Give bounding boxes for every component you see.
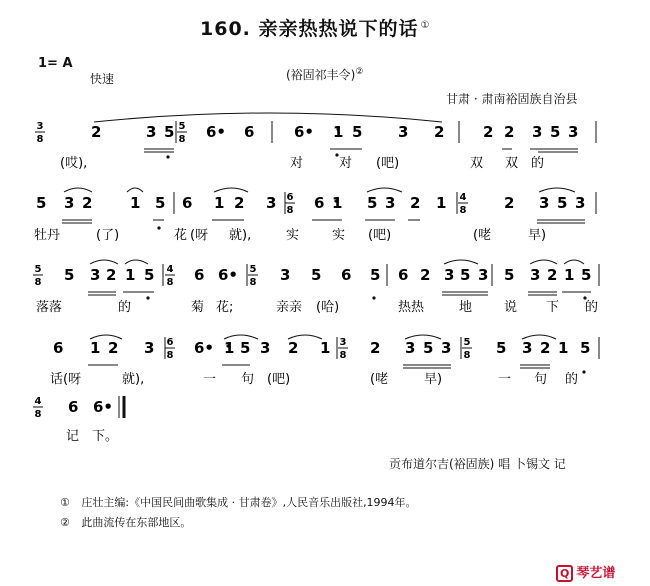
logo-icon: Q xyxy=(556,565,573,582)
lyric-syllable: 实 xyxy=(332,228,346,243)
note: 3 xyxy=(90,266,101,284)
note: 2 xyxy=(420,266,431,284)
slur xyxy=(125,260,148,264)
lyric-syllable: (吧) xyxy=(368,228,392,243)
note: 2 xyxy=(547,266,558,284)
note: 3 xyxy=(144,339,155,357)
slur xyxy=(444,260,478,264)
note: 3 xyxy=(444,266,455,284)
tempo-marking: 快速 xyxy=(90,72,115,86)
time-signature xyxy=(248,264,258,288)
time-signature xyxy=(165,264,175,288)
lyric-syllable: 花 xyxy=(174,228,188,243)
lyric-syllable: 亲亲 xyxy=(276,300,303,315)
note: 1 xyxy=(224,339,235,357)
note: 2 xyxy=(504,194,515,212)
note: 2 xyxy=(504,123,515,141)
lyric-syllable: 下 xyxy=(546,300,560,315)
footnote-text: 庄壮主编:《中国民间曲歌集成 · 甘肃卷》,人民音乐出版社,1994年。 xyxy=(81,496,417,509)
note: 3 xyxy=(532,123,543,141)
lyric-syllable: 的 xyxy=(531,156,545,171)
note: 3 xyxy=(64,194,75,212)
note: 6 xyxy=(314,194,325,212)
note: 2 xyxy=(540,339,551,357)
lyric-syllable: (呀 xyxy=(190,228,209,243)
note: 6 xyxy=(182,194,193,212)
slur xyxy=(214,188,248,192)
lyric-syllable: 落落 xyxy=(36,300,63,315)
note: 6 xyxy=(398,266,409,284)
time-signature xyxy=(458,192,468,216)
note: 2 xyxy=(82,194,93,212)
note: 3 xyxy=(260,339,271,357)
note: 1 xyxy=(333,123,344,141)
lyric-syllable: 对 xyxy=(339,156,353,171)
note: 1 xyxy=(130,194,141,212)
lyric-syllable: 话(呀 xyxy=(50,372,82,387)
time-signature xyxy=(165,337,175,361)
time-signature-bottom: 8 xyxy=(34,409,42,420)
note: 5 xyxy=(504,266,515,284)
note: 3 xyxy=(575,194,586,212)
time-signature xyxy=(33,396,43,420)
lyric-syllable: 早) xyxy=(424,372,443,387)
note: 3 xyxy=(146,123,157,141)
time-signature-top: 5 xyxy=(249,264,257,275)
note: 3 xyxy=(266,194,277,212)
time-signature-top: 5 xyxy=(178,121,186,132)
footnote-2 xyxy=(60,514,191,530)
lyric-syllable: 地 xyxy=(459,300,473,315)
note: 6• xyxy=(294,123,315,141)
note: 5 xyxy=(64,266,75,284)
note: 3 xyxy=(280,266,291,284)
lyric-syllable: 的 xyxy=(565,372,579,387)
note: 6• xyxy=(206,123,227,141)
note: 6 xyxy=(53,339,64,357)
note: 2 xyxy=(288,339,299,357)
note: 5 xyxy=(370,266,381,284)
lyric-syllable: 句 xyxy=(534,372,548,387)
lyric-syllable: 下。 xyxy=(92,429,119,444)
time-signature-top: 4 xyxy=(459,192,467,203)
time-signature-bottom: 8 xyxy=(463,350,471,361)
lyric-syllable: 一 xyxy=(203,372,217,387)
time-signature xyxy=(35,121,45,145)
tune-subtitle-text: (裕固祁丰令) xyxy=(286,68,356,82)
lyric-syllable: 早) xyxy=(528,228,547,243)
octave-dots xyxy=(146,127,586,373)
lyric-syllable: 对 xyxy=(290,156,304,171)
footnote-1 xyxy=(60,494,417,510)
note: 5 xyxy=(240,339,251,357)
lyric-syllable: 就), xyxy=(122,372,145,387)
time-signature xyxy=(338,337,348,361)
tune-subtitle xyxy=(286,66,363,83)
lyric-syllable: 菊 xyxy=(191,300,205,315)
slur xyxy=(539,188,575,192)
lyric-syllable: 牡丹 xyxy=(34,228,61,243)
note: 5 xyxy=(367,194,378,212)
time-signature-bottom: 8 xyxy=(166,350,174,361)
beam-lines xyxy=(62,149,591,368)
lyric-syllable: 实 xyxy=(286,228,300,243)
note: 5 xyxy=(36,194,47,212)
note: 5 xyxy=(581,266,592,284)
lyric-syllable: (哈) xyxy=(316,300,340,315)
note: 5 xyxy=(557,194,568,212)
slur xyxy=(127,188,143,192)
lyric-syllable: (哎), xyxy=(60,156,88,171)
note: 5 xyxy=(144,266,155,284)
slur xyxy=(367,188,402,192)
time-signature-top: 5 xyxy=(463,337,471,348)
time-signature-top: 3 xyxy=(36,121,44,132)
time-signature xyxy=(285,192,295,216)
time-signature-top: 6 xyxy=(286,192,294,203)
note: 6• xyxy=(93,398,114,416)
note: 2 xyxy=(434,123,445,141)
note: 6 xyxy=(244,123,255,141)
lyric-syllable: (咾 xyxy=(473,228,492,243)
note: 5 xyxy=(311,266,322,284)
lyric-syllable: 句 xyxy=(241,372,255,387)
note: 5 xyxy=(164,123,175,141)
subtitle-footnote-mark: ② xyxy=(355,67,364,77)
lyric-syllable: 一 xyxy=(498,372,512,387)
time-signature-top: 6 xyxy=(166,337,174,348)
lyric-syllable: 就), xyxy=(229,228,252,243)
time-signature-top: 4 xyxy=(166,264,174,275)
slur xyxy=(90,260,118,264)
note: 2 xyxy=(91,123,102,141)
time-signature-bottom: 8 xyxy=(34,277,42,288)
note: 3 xyxy=(530,266,541,284)
time-signature xyxy=(462,337,472,361)
footnote-text: 此曲流传在东部地区。 xyxy=(81,516,192,529)
note: 1 xyxy=(332,194,343,212)
note: 1 xyxy=(214,194,225,212)
site-watermark xyxy=(556,562,615,582)
note: 3 xyxy=(398,123,409,141)
slur xyxy=(564,260,584,264)
time-signature-top: 4 xyxy=(34,396,42,407)
lyric-syllable: (咾 xyxy=(370,372,389,387)
lyric-syllable: 双 xyxy=(505,156,519,171)
note: 1 xyxy=(558,339,569,357)
time-signature-bottom: 8 xyxy=(459,205,467,216)
lyric-syllable: (吧) xyxy=(376,156,400,171)
time-signature xyxy=(177,121,187,145)
note: 3 xyxy=(522,339,533,357)
lyric-syllable: 说 xyxy=(504,300,518,315)
footnote-mark: ① xyxy=(60,496,70,509)
time-signature-bottom: 8 xyxy=(286,205,294,216)
note: 5 xyxy=(423,339,434,357)
note: 1 xyxy=(436,194,447,212)
song-title-text: 160. 亲亲热热说下的话 xyxy=(200,18,419,40)
slur xyxy=(94,113,442,122)
note: 5 xyxy=(580,339,591,357)
time-signature-bottom: 8 xyxy=(178,134,186,145)
watermark-text: 琴艺谱 xyxy=(576,566,616,581)
lyric-syllable: 双 xyxy=(470,156,484,171)
lyric-syllable: (了) xyxy=(96,228,120,243)
time-signature-top: 5 xyxy=(34,264,42,275)
lyric-syllable: 的 xyxy=(585,300,599,315)
note: 1 xyxy=(564,266,575,284)
note: 6• xyxy=(218,266,239,284)
note: 2 xyxy=(106,266,117,284)
note: 2 xyxy=(483,123,494,141)
lyric-syllable: 的 xyxy=(118,300,132,315)
note: 3 xyxy=(568,123,579,141)
note: 6• xyxy=(194,339,215,357)
note: 5 xyxy=(550,123,561,141)
time-signature-bottom: 8 xyxy=(249,277,257,288)
time-signature-top: 3 xyxy=(339,337,347,348)
note: 3 xyxy=(385,194,396,212)
barline xyxy=(119,396,124,418)
note: 6 xyxy=(68,398,79,416)
lyric-syllable: (吧) xyxy=(267,372,291,387)
note: 2 xyxy=(234,194,245,212)
time-signature-bottom: 8 xyxy=(36,134,44,145)
lyric-syllable: 花; xyxy=(216,300,234,315)
slur xyxy=(530,260,557,264)
note: 3 xyxy=(539,194,550,212)
key-signature: 1= A xyxy=(38,56,73,71)
note: 2 xyxy=(370,339,381,357)
lyric-syllable: 热热 xyxy=(398,300,425,315)
footnote-mark: ② xyxy=(60,516,70,529)
time-signature xyxy=(33,264,43,288)
note: 5 xyxy=(460,266,471,284)
note: 1 xyxy=(320,339,331,357)
title-footnote-mark: ① xyxy=(420,19,431,31)
jianpu-score xyxy=(0,100,650,460)
note: 3 xyxy=(478,266,489,284)
note: 6 xyxy=(341,266,352,284)
slur xyxy=(64,188,92,192)
note: 5 xyxy=(496,339,507,357)
lyric-syllable: 记 xyxy=(66,429,80,444)
time-signature-bottom: 8 xyxy=(166,277,174,288)
note: 3 xyxy=(405,339,416,357)
song-title xyxy=(200,14,430,41)
note: 5 xyxy=(352,123,363,141)
note: 3 xyxy=(441,339,452,357)
note: 1 xyxy=(125,266,136,284)
note: 2 xyxy=(410,194,421,212)
time-signature-bottom: 8 xyxy=(339,350,347,361)
performer-credit: 贡布道尔吉(裕固族) 唱 卜锡文 记 xyxy=(389,457,566,471)
note: 1 xyxy=(90,339,101,357)
note: 6 xyxy=(194,266,205,284)
region-label: 甘肃 · 肃南裕固族自治县 xyxy=(446,92,578,106)
note: 2 xyxy=(108,339,119,357)
note: 5 xyxy=(155,194,166,212)
